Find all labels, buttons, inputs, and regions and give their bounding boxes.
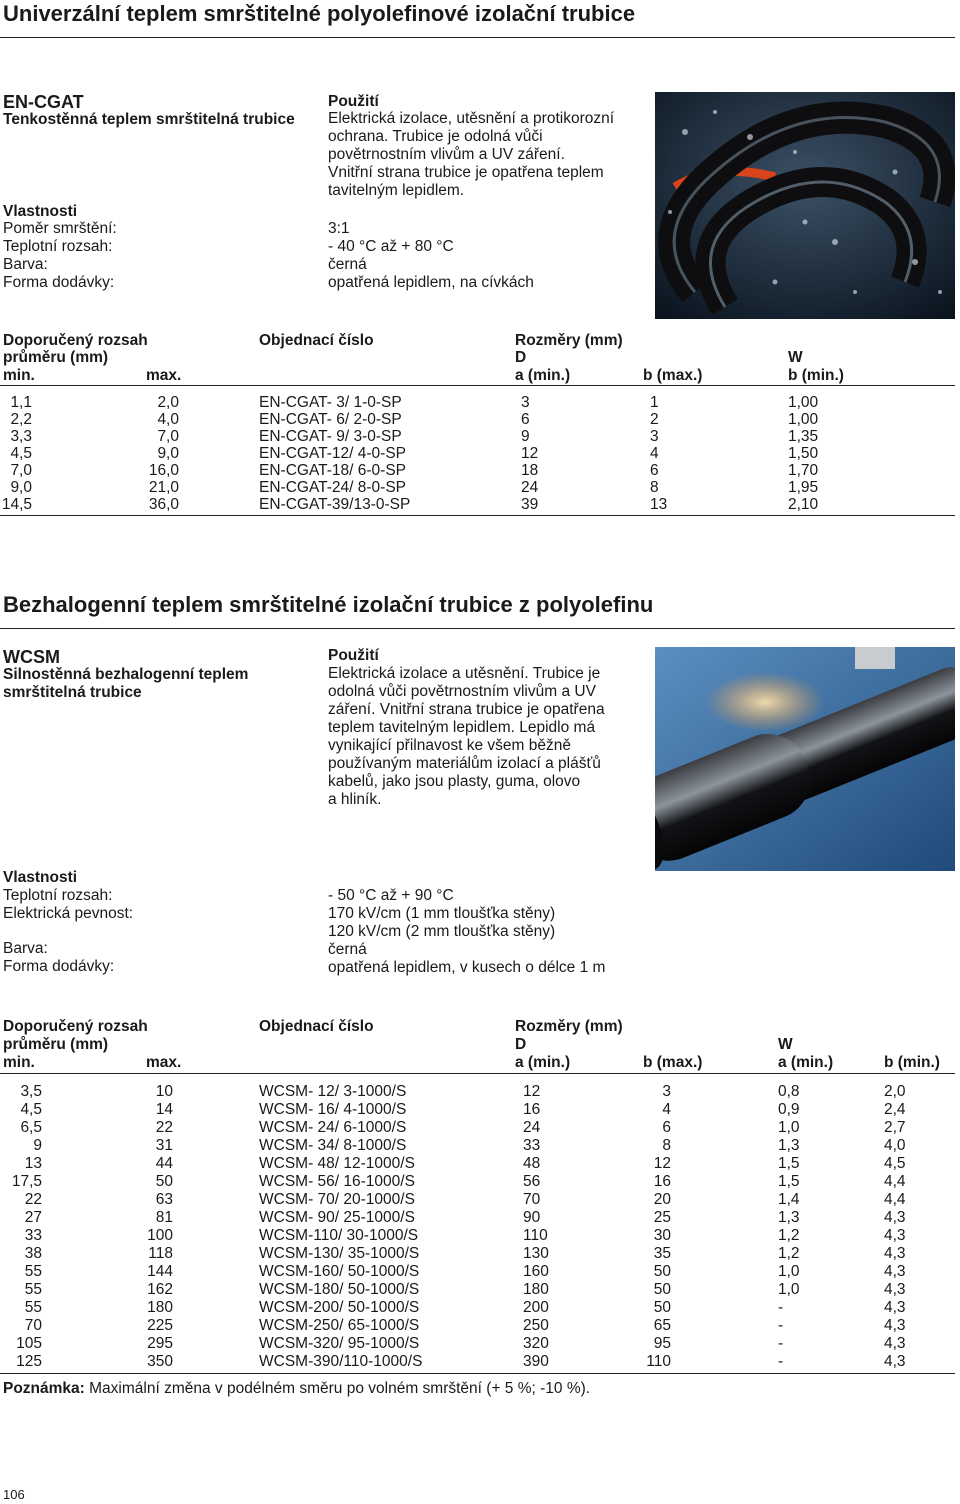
cell-W-a-min: - (778, 1317, 784, 1334)
cell-min: 9 (33, 1137, 42, 1154)
cell-min: 125 (16, 1353, 42, 1370)
table-row (0, 445, 955, 463)
cell-W-b-min: 4,3 (884, 1335, 906, 1352)
cell-min: 27 (24, 1209, 42, 1226)
cell-min: 1,1 (10, 394, 32, 411)
table-row (0, 1353, 955, 1371)
table-row (0, 394, 955, 412)
cell-order-number: EN-CGAT- 3/ 1-0-SP (259, 394, 402, 411)
cell-min: 105 (16, 1335, 42, 1352)
cell-W-b-min: 1,70 (788, 462, 819, 479)
cell-min: 14,5 (1, 496, 32, 513)
cell-min: 4,5 (10, 445, 32, 462)
cell-max: 100 (147, 1227, 173, 1244)
cell-D-b-max: 6 (650, 462, 659, 479)
cell-W-b-min: 4,3 (884, 1245, 906, 1262)
table-header-divider (0, 1073, 955, 1074)
cell-min: 70 (24, 1317, 42, 1334)
cell-max: 10 (155, 1083, 173, 1100)
cell-max: 14 (155, 1101, 173, 1118)
cell-min: 13 (24, 1155, 42, 1172)
table-row (0, 1209, 955, 1227)
col-D: D (515, 1036, 527, 1053)
properties-values: - 50 °C až + 90 °C 170 kV/cm (1 mm tloušťka stěny) 120 kV/cm (2 mm tloušťka stěny) černá opatřená lepidlem, v kusech o délce 1 m (328, 887, 606, 976)
cell-D-a-min: 9 (521, 428, 530, 445)
col-W: W (778, 1036, 793, 1053)
cell-order-number: EN-CGAT- 6/ 2-0-SP (259, 411, 402, 428)
cell-W-a-min: - (778, 1353, 784, 1370)
table-row (0, 1281, 955, 1299)
col-max: max. (146, 367, 182, 384)
cell-order-number: EN-CGAT- 9/ 3-0-SP (259, 428, 402, 445)
cell-W-b-min: 1,00 (788, 411, 819, 428)
cell-W-a-min: 1,4 (778, 1191, 800, 1208)
cell-D-b-max: 50 (653, 1299, 671, 1316)
cell-D-b-max: 20 (653, 1191, 671, 1208)
cell-W-b-min: 4,3 (884, 1263, 906, 1280)
usage-text: Elektrická izolace, utěsnění a protikorozní ochrana. Trubice je odolná vůči povětrnostním vlivům a UV záření. Vnitřní strana trubice je opatřena teplem tavitelným lepidlem. (328, 110, 615, 199)
cell-min: 7,0 (10, 462, 32, 479)
col-a-min: a (min.) (515, 1054, 571, 1071)
cell-W-b-min: 2,4 (884, 1101, 906, 1118)
cell-W-b-min: 4,3 (884, 1227, 906, 1244)
cell-min: 55 (24, 1263, 42, 1280)
cell-W-b-min: 4,3 (884, 1281, 906, 1298)
cell-D-a-min: 250 (523, 1317, 549, 1334)
cell-order-number: WCSM-320/ 95-1000/S (259, 1335, 420, 1352)
properties-label: Vlastnosti (3, 869, 78, 886)
table-bottom-divider (0, 1373, 955, 1374)
col-w-a-min: a (min.) (778, 1054, 834, 1071)
range-header: Doporučený rozsah (3, 1018, 148, 1035)
cell-order-number: WCSM-160/ 50-1000/S (259, 1263, 420, 1280)
cell-W-b-min: 4,3 (884, 1299, 906, 1316)
cell-max: 225 (147, 1317, 173, 1334)
cell-D-a-min: 70 (523, 1191, 541, 1208)
table-row (0, 1263, 955, 1281)
cell-W-b-min: 4,3 (884, 1209, 906, 1226)
cell-max: 144 (147, 1263, 173, 1280)
cell-D-a-min: 24 (523, 1119, 541, 1136)
cell-min: 33 (24, 1227, 42, 1244)
cell-order-number: WCSM-130/ 35-1000/S (259, 1245, 420, 1262)
cell-D-a-min: 200 (523, 1299, 549, 1316)
range-header: Doporučený rozsah (3, 332, 148, 349)
cell-max: 118 (148, 1245, 173, 1262)
cell-W-b-min: 2,10 (788, 496, 819, 513)
cell-D-b-max: 16 (653, 1173, 671, 1190)
cell-D-a-min: 16 (523, 1101, 541, 1118)
cell-D-a-min: 3 (521, 394, 530, 411)
cell-D-b-max: 25 (653, 1209, 671, 1226)
cell-D-a-min: 110 (523, 1227, 548, 1244)
usage-label: Použití (328, 93, 379, 110)
cell-order-number: WCSM-110/ 30-1000/S (259, 1227, 419, 1244)
cell-order-number: WCSM- 56/ 16-1000/S (259, 1173, 415, 1190)
cell-W-b-min: 4,0 (884, 1137, 906, 1154)
cell-D-a-min: 12 (521, 445, 539, 462)
cell-order-number: EN-CGAT-39/13-0-SP (259, 496, 411, 513)
properties-list: Poměr smrštění: Teplotní rozsah: Barva: Forma dodávky: (3, 220, 117, 291)
cell-min: 55 (24, 1281, 42, 1298)
cell-D-a-min: 90 (523, 1209, 541, 1226)
cell-D-b-max: 4 (662, 1101, 671, 1118)
cell-W-b-min: 4,3 (884, 1353, 906, 1370)
col-b-max: b (max.) (643, 367, 703, 384)
cell-min: 6,5 (20, 1119, 42, 1136)
table-row (0, 1119, 955, 1137)
table-row (0, 1155, 955, 1173)
cell-D-a-min: 56 (523, 1173, 541, 1190)
cell-W-a-min: 0,9 (778, 1101, 800, 1118)
cell-W-a-min: 1,0 (778, 1263, 800, 1280)
table-row (0, 1335, 955, 1353)
cell-max: 50 (155, 1173, 173, 1190)
table-row (0, 411, 955, 429)
cell-min: 38 (24, 1245, 42, 1262)
col-max: max. (146, 1054, 182, 1071)
cell-D-a-min: 180 (523, 1281, 549, 1298)
table-row (0, 1227, 955, 1245)
cell-W-b-min: 1,95 (788, 479, 819, 496)
table-row (0, 1191, 955, 1209)
cell-D-b-max: 12 (653, 1155, 671, 1172)
table-row (0, 1173, 955, 1191)
cell-min: 3,3 (10, 428, 32, 445)
cell-D-b-max: 3 (650, 428, 659, 445)
cell-D-b-max: 3 (662, 1083, 671, 1100)
col-dimensions: Rozměry (mm) (515, 332, 623, 349)
cell-D-a-min: 130 (523, 1245, 549, 1262)
cell-W-a-min: 1,3 (778, 1209, 800, 1226)
cell-W-b-min: 1,35 (788, 428, 819, 445)
cell-order-number: WCSM- 24/ 6-1000/S (259, 1119, 407, 1136)
cell-max: 36,0 (148, 496, 179, 513)
cell-W-a-min: 1,0 (778, 1119, 800, 1136)
cell-W-b-min: 4,4 (884, 1173, 906, 1190)
cell-D-b-max: 95 (653, 1335, 671, 1352)
cell-max: 22 (155, 1119, 173, 1136)
cell-D-b-max: 13 (650, 496, 668, 513)
table-row (0, 496, 955, 514)
cell-D-b-max: 2 (650, 411, 659, 428)
table-row (0, 1101, 955, 1119)
cell-W-a-min: 1,0 (778, 1281, 800, 1298)
table-row (0, 428, 955, 446)
cell-D-a-min: 39 (521, 496, 539, 513)
usage-text: Elektrická izolace a utěsnění. Trubice je odolná vůči povětrnostním vlivům a UV záření. Vnitřní strana trubice je opatřena teplem tavitelným lepidlem. Lepidlo má vynikající přilnavost ke všem běžně používaným materiálům izolací a plášťů kabelů, jako jsou plasty, guma, olovo a hliník. (328, 665, 605, 808)
cell-D-b-max: 8 (650, 479, 659, 496)
product-subtitle: Tenkostěnná teplem smrštitelná trubice (3, 111, 295, 128)
cell-min: 3,5 (20, 1083, 42, 1100)
col-min: min. (3, 367, 35, 384)
cell-max: 2,0 (157, 394, 179, 411)
table-row (0, 1083, 955, 1101)
cell-min: 9,0 (10, 479, 32, 496)
table-row (0, 1245, 955, 1263)
cell-max: 4,0 (157, 411, 179, 428)
cell-D-a-min: 12 (523, 1083, 541, 1100)
col-D: D (515, 349, 527, 366)
cell-D-a-min: 320 (523, 1335, 549, 1352)
tube-flame-illustration (655, 647, 955, 871)
section1-title: Univerzální teplem smrštitelné polyolefinové izolační trubice (3, 1, 636, 26)
cell-W-a-min: 1,2 (778, 1245, 800, 1262)
cell-D-b-max: 50 (653, 1263, 671, 1280)
cell-W-a-min: 1,3 (778, 1137, 800, 1154)
properties-label: Vlastnosti (3, 203, 78, 220)
cell-W-a-min: - (778, 1335, 784, 1352)
cell-D-a-min: 48 (523, 1155, 541, 1172)
col-a-min: a (min.) (515, 367, 571, 384)
cell-W-a-min: 1,2 (778, 1227, 800, 1244)
cell-W-b-min: 4,3 (884, 1317, 906, 1334)
tube-coil-illustration (655, 92, 955, 319)
cell-D-b-max: 6 (662, 1119, 671, 1136)
cell-max: 7,0 (157, 428, 179, 445)
product-subtitle-line1: Silnostěnná bezhalogenní teplem (3, 666, 249, 683)
product-code-wcsm: WCSM (3, 647, 60, 667)
cell-D-a-min: 18 (521, 462, 539, 479)
page-number: 106 (3, 1487, 25, 1502)
col-order-number: Objednací číslo (259, 332, 374, 349)
cell-min: 22 (24, 1191, 42, 1208)
product-code-en-cgat: EN-CGAT (3, 92, 84, 112)
cell-order-number: WCSM- 70/ 20-1000/S (259, 1191, 415, 1208)
range-header-unit: průměru (mm) (3, 1036, 109, 1053)
cell-min: 4,5 (20, 1101, 42, 1118)
col-b-max: b (max.) (643, 1054, 703, 1071)
section2-title: Bezhalogenní teplem smrštitelné izolační trubice z polyolefinu (3, 592, 654, 617)
cell-order-number: WCSM- 16/ 4-1000/S (259, 1101, 407, 1118)
cell-D-a-min: 390 (523, 1353, 549, 1370)
cell-order-number: WCSM- 90/ 25-1000/S (259, 1209, 415, 1226)
cell-W-b-min: 2,0 (884, 1083, 906, 1100)
cell-W-b-min: 2,7 (884, 1119, 906, 1136)
col-min: min. (3, 1054, 35, 1071)
cell-W-a-min: 1,5 (778, 1155, 800, 1172)
cell-D-b-max: 4 (650, 445, 659, 462)
product-photo-en-cgat (655, 92, 955, 319)
cell-order-number: WCSM- 34/ 8-1000/S (259, 1137, 407, 1154)
col-dimensions: Rozměry (mm) (515, 1018, 623, 1035)
table-row (0, 1317, 955, 1335)
cell-W-b-min: 1,00 (788, 394, 819, 411)
cell-order-number: WCSM-250/ 65-1000/S (259, 1317, 420, 1334)
table-bottom-divider (0, 515, 955, 516)
cell-order-number: WCSM-390/110-1000/S (259, 1353, 423, 1370)
cell-max: 180 (147, 1299, 173, 1316)
divider (0, 628, 955, 629)
usage-label: Použití (328, 647, 379, 664)
table-row (0, 1299, 955, 1317)
cell-W-b-min: 4,4 (884, 1191, 906, 1208)
cell-W-a-min: - (778, 1299, 784, 1316)
cell-min: 55 (24, 1299, 42, 1316)
cell-min: 2,2 (10, 411, 32, 428)
table-header-divider (0, 385, 955, 386)
cell-order-number: EN-CGAT-24/ 8-0-SP (259, 479, 407, 496)
cell-order-number: EN-CGAT-12/ 4-0-SP (259, 445, 407, 462)
cell-D-b-max: 35 (653, 1245, 671, 1262)
col-W: W (788, 349, 803, 366)
cell-max: 21,0 (148, 479, 179, 496)
note: Poznámka: Maximální změna v podélném směru po volném smrštění (+ 5 %; -10 %). (3, 1380, 591, 1397)
cell-order-number: WCSM- 12/ 3-1000/S (259, 1083, 407, 1100)
col-w-b-min: b (min.) (884, 1054, 940, 1071)
cell-D-a-min: 160 (523, 1263, 549, 1280)
cell-D-a-min: 24 (521, 479, 539, 496)
cell-D-b-max: 50 (653, 1281, 671, 1298)
cell-D-b-max: 30 (653, 1227, 671, 1244)
cell-max: 162 (147, 1281, 173, 1298)
cell-W-a-min: 1,5 (778, 1173, 800, 1190)
cell-max: 81 (155, 1209, 173, 1226)
cell-max: 31 (155, 1137, 173, 1154)
properties-values: 3:1 - 40 °C až + 80 °C černá opatřená lepidlem, na cívkách (328, 220, 534, 291)
col-b-min: b (min.) (788, 367, 844, 384)
cell-max: 44 (155, 1155, 173, 1172)
properties-list: Teplotní rozsah: Elektrická pevnost: Barva: Forma dodávky: (3, 887, 134, 975)
cell-max: 9,0 (157, 445, 179, 462)
table-row (0, 462, 955, 480)
cell-max: 16,0 (148, 462, 179, 479)
table-row (0, 479, 955, 497)
cell-W-a-min: 0,8 (778, 1083, 800, 1100)
cell-D-b-max: 65 (653, 1317, 671, 1334)
cell-max: 350 (147, 1353, 173, 1370)
cell-order-number: WCSM-180/ 50-1000/S (259, 1281, 420, 1298)
cell-order-number: WCSM-200/ 50-1000/S (259, 1299, 420, 1316)
cell-max: 295 (147, 1335, 173, 1352)
cell-min: 17,5 (11, 1173, 42, 1190)
cell-D-a-min: 33 (523, 1137, 541, 1154)
cell-W-b-min: 4,5 (884, 1155, 906, 1172)
product-subtitle-line2: smrštitelná trubice (3, 684, 142, 701)
cell-order-number: EN-CGAT-18/ 6-0-SP (259, 462, 407, 479)
cell-D-b-max: 110 (646, 1353, 671, 1370)
product-photo-wcsm (655, 647, 955, 871)
cell-D-b-max: 8 (662, 1137, 671, 1154)
cell-max: 63 (155, 1191, 173, 1208)
cell-W-b-min: 1,50 (788, 445, 819, 462)
cell-order-number: WCSM- 48/ 12-1000/S (259, 1155, 415, 1172)
col-order-number: Objednací číslo (259, 1018, 374, 1035)
cell-D-b-max: 1 (650, 394, 659, 411)
cell-D-a-min: 6 (521, 411, 530, 428)
divider (0, 37, 955, 38)
table-row (0, 1137, 955, 1155)
range-header-unit: průměru (mm) (3, 349, 109, 366)
